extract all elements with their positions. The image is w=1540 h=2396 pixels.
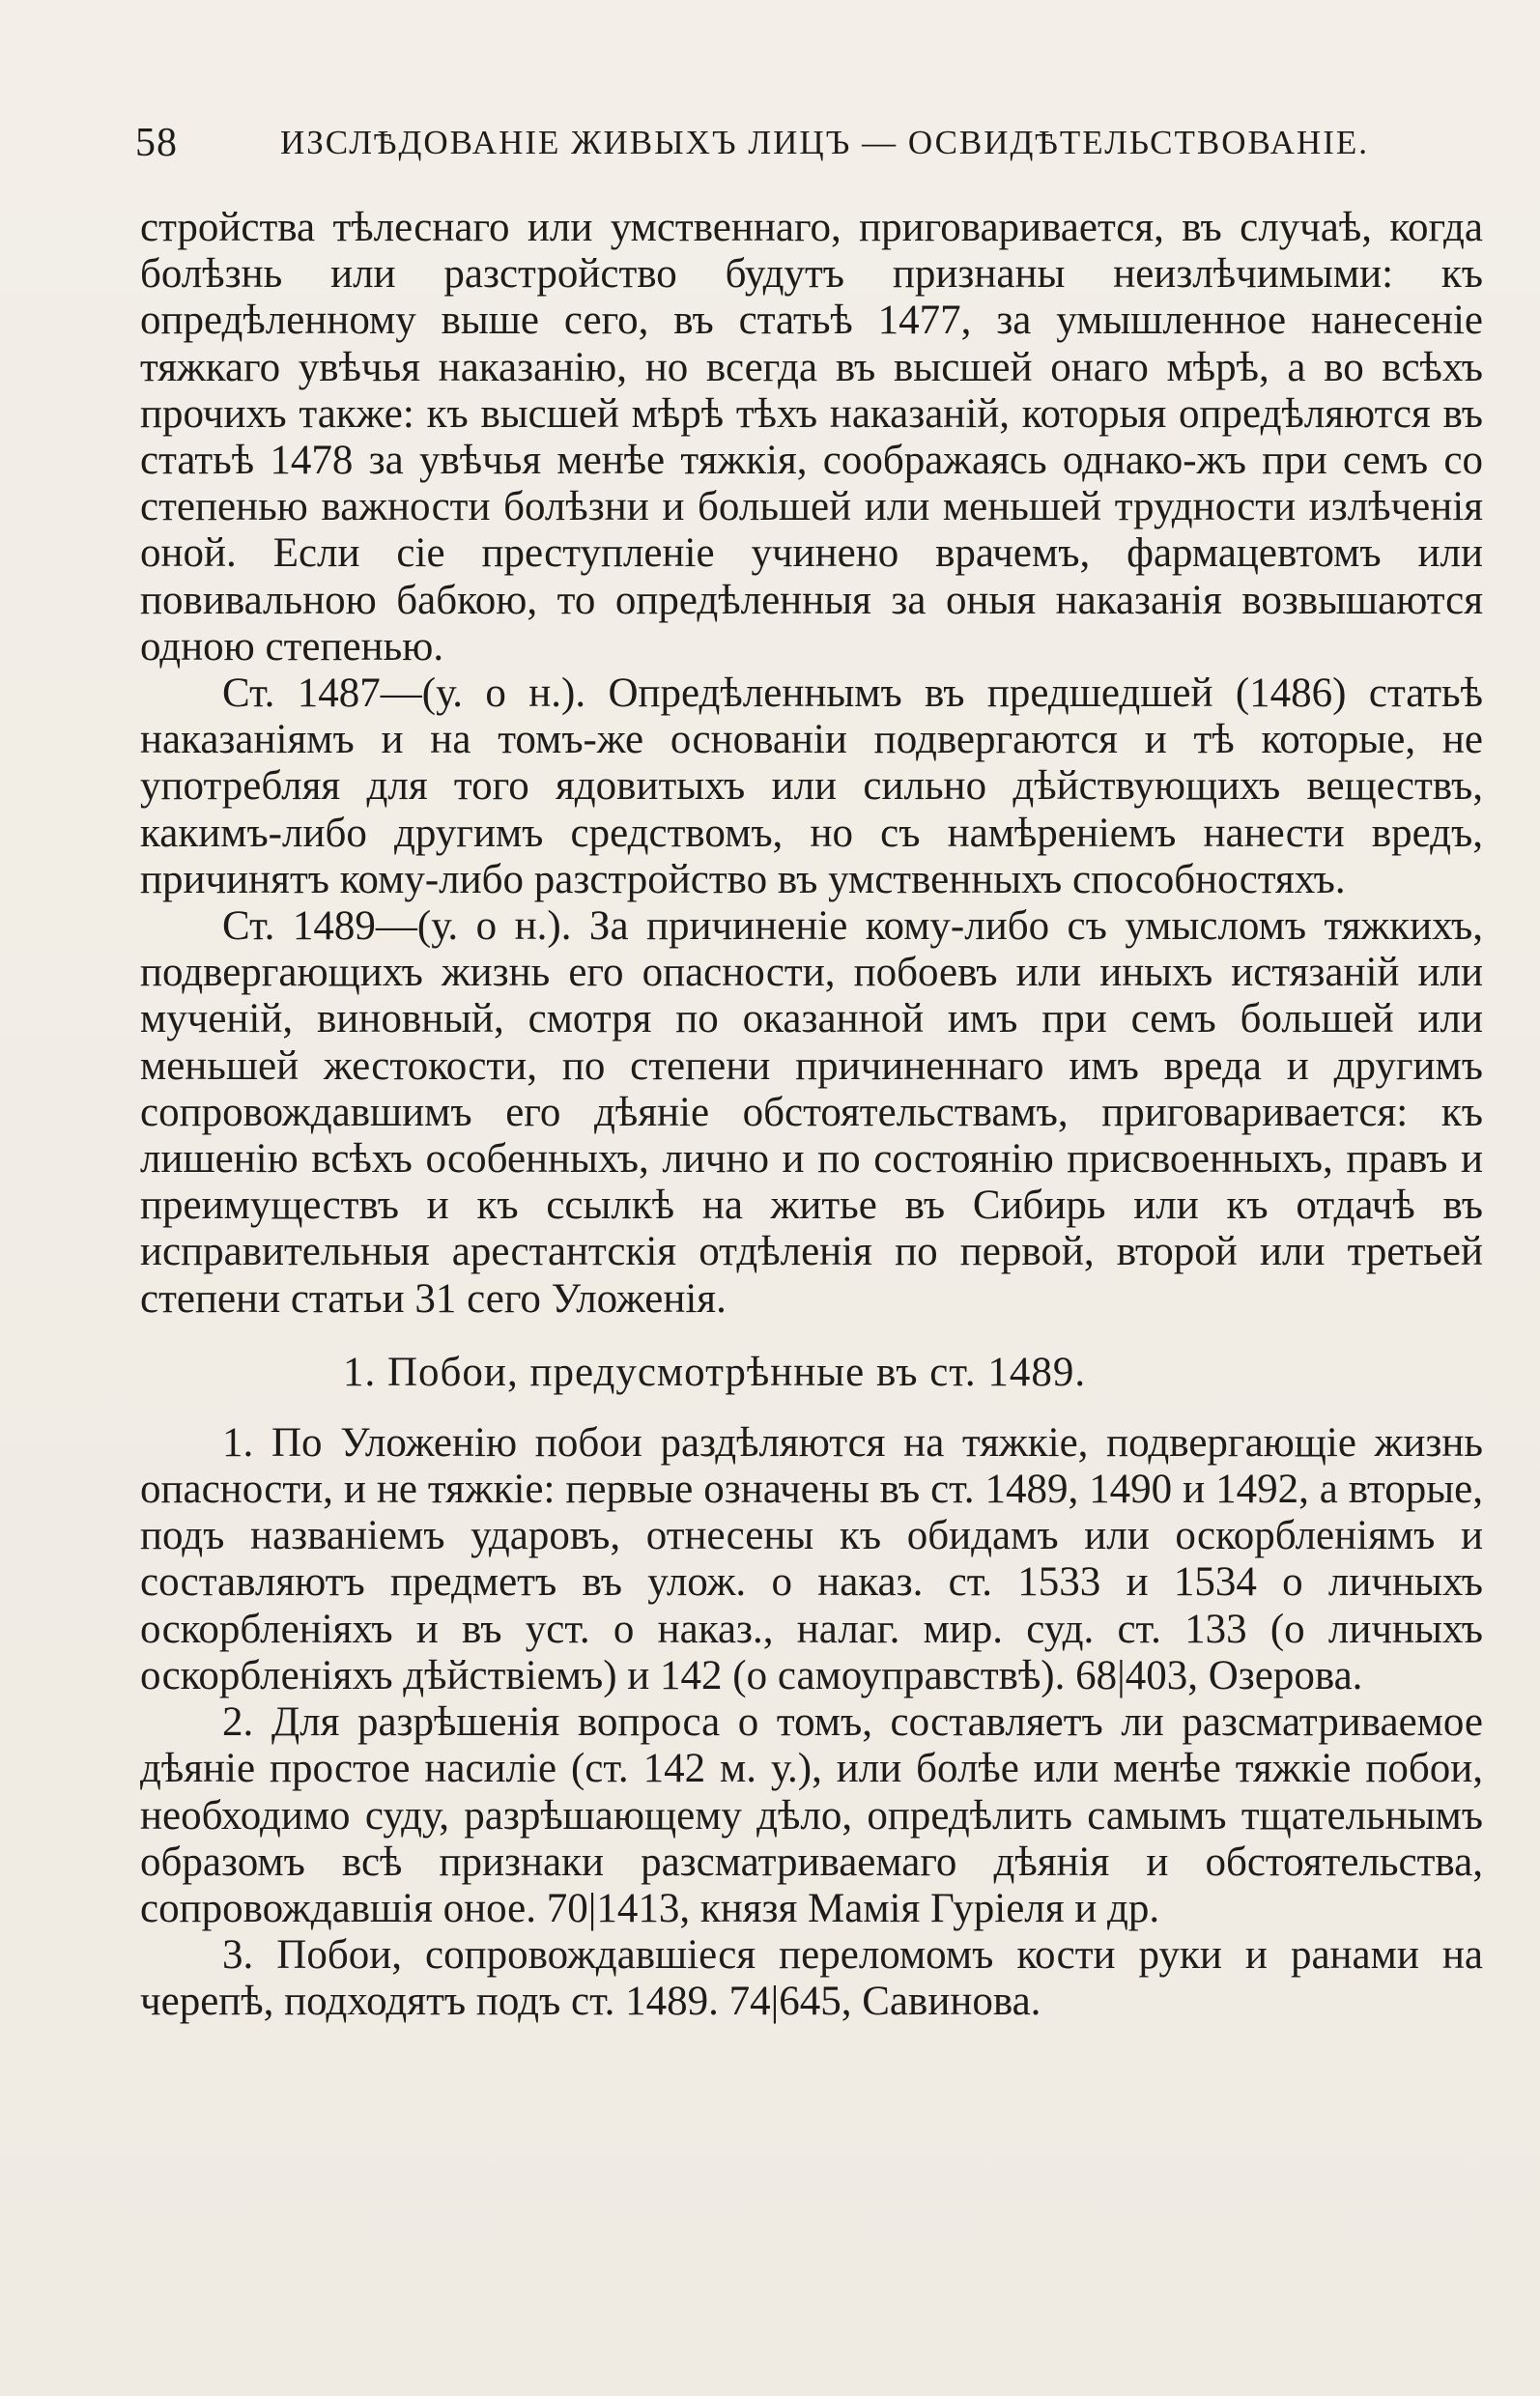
note-paragraph: 3. Побои, сопровождавшіеся переломомъ кости руки и ранами на черепѣ, подходятъ подъ ст. 1489. 74|645, Савинова. [140, 1932, 1483, 2025]
note-paragraph: 2. Для разрѣшенія вопроса о томъ, составляетъ ли разсматриваемое дѣяніе простое насиліе (ст. 142 м. у.), или болѣе или менѣе тяжкіе побои, необходимо суду, разрѣшающему дѣло, опредѣлить самымъ тщательнымъ образомъ всѣ признаки разсматриваемаго дѣянія и обстоятельства, сопровождавшія оное. 70|1413, князя Мамія Гуріеля и др. [140, 1699, 1483, 1931]
page-number: 58 [135, 121, 178, 165]
main-text [140, 205, 1483, 2026]
body-paragraph: стройства тѣлеснаго или умственнаго, приговаривается, въ случаѣ, когда болѣзнь или разстройство будутъ признаны неизлѣчимыми: къ опредѣленному выше сего, въ статьѣ 1477, за умышленное нанесеніе тяжкаго увѣчья наказанію, но всегда въ высшей онаго мѣрѣ, а во всѣхъ прочихъ также: къ высшей мѣрѣ тѣхъ наказаній, которыя опредѣляются въ статьѣ 1478 за увѣчья менѣе тяжкія, соображаясь однако-жъ при семъ со степенью важности болѣзни и большей или меньшей трудности излѣченія оной. Если сіе преступленіе учинено врачемъ, фармацевтомъ или повивальною бабкою, то опредѣленныя за оныя наказанія возвышаются одною степенью. [140, 205, 1483, 670]
note-paragraph: 1. По Уложенію побои раздѣляются на тяжкіе, подвергающіе жизнь опасности, и не тяжкіе: первые означены въ ст. 1489, 1490 и 1492, а вторые, подъ названіемъ ударовъ, отнесены къ обидамъ или оскорбленіямъ и составляютъ предметъ въ улож. о наказ. ст. 1533 и 1534 о личныхъ оскорбленіяхъ и въ уст. о наказ., налаг. мир. суд. ст. 133 (о личныхъ оскорбленіяхъ дѣйствіемъ) и 142 (о самоуправствѣ). 68|403, Озерова. [140, 1419, 1483, 1698]
body-paragraph: Ст. 1487—(у. о н.). Опредѣленнымъ въ предшедшей (1486) статьѣ наказаніямъ и на томъ-же основаніи подвергаются и тѣ которые, не употребляя для того ядовитыхъ или сильно дѣйствующихъ веществъ, какимъ-либо другимъ средствомъ, но съ намѣреніемъ нанести вредъ, причинятъ кому-либо разстройство въ умственныхъ способностяхъ. [140, 670, 1483, 902]
running-title: ИЗСЛѢДОВАНІЕ ЖИВЫХЪ ЛИЦЪ — ОСВИДѢТЕЛЬСТВОВАНІЕ. [280, 124, 1369, 161]
body-paragraph: Ст. 1489—(у. о н.). За причиненіе кому-либо съ умысломъ тяжкихъ, подвергающихъ жизнь его опасности, побоевъ или иныхъ истязаній или мученій, виновный, смотря по оказанной имъ при семъ большей или меньшей жестокости, по степени причиненнаго имъ вреда и другимъ сопровождавшимъ его дѣяніе обстоятельствамъ, приговаривается: къ лишенію всѣхъ особенныхъ, лично и по состоянію присвоенныхъ, правъ и преимуществъ и къ ссылкѣ на житье въ Сибирь или къ отдачѣ въ исправительныя арестантскія отдѣленія по первой, второй или третьей степени статьи 31 сего Уложенія. [140, 903, 1483, 1322]
section-heading: 1. Побои, предусмотрѣнные въ ст. 1489. [343, 1349, 1087, 1395]
page-header [135, 114, 1391, 172]
